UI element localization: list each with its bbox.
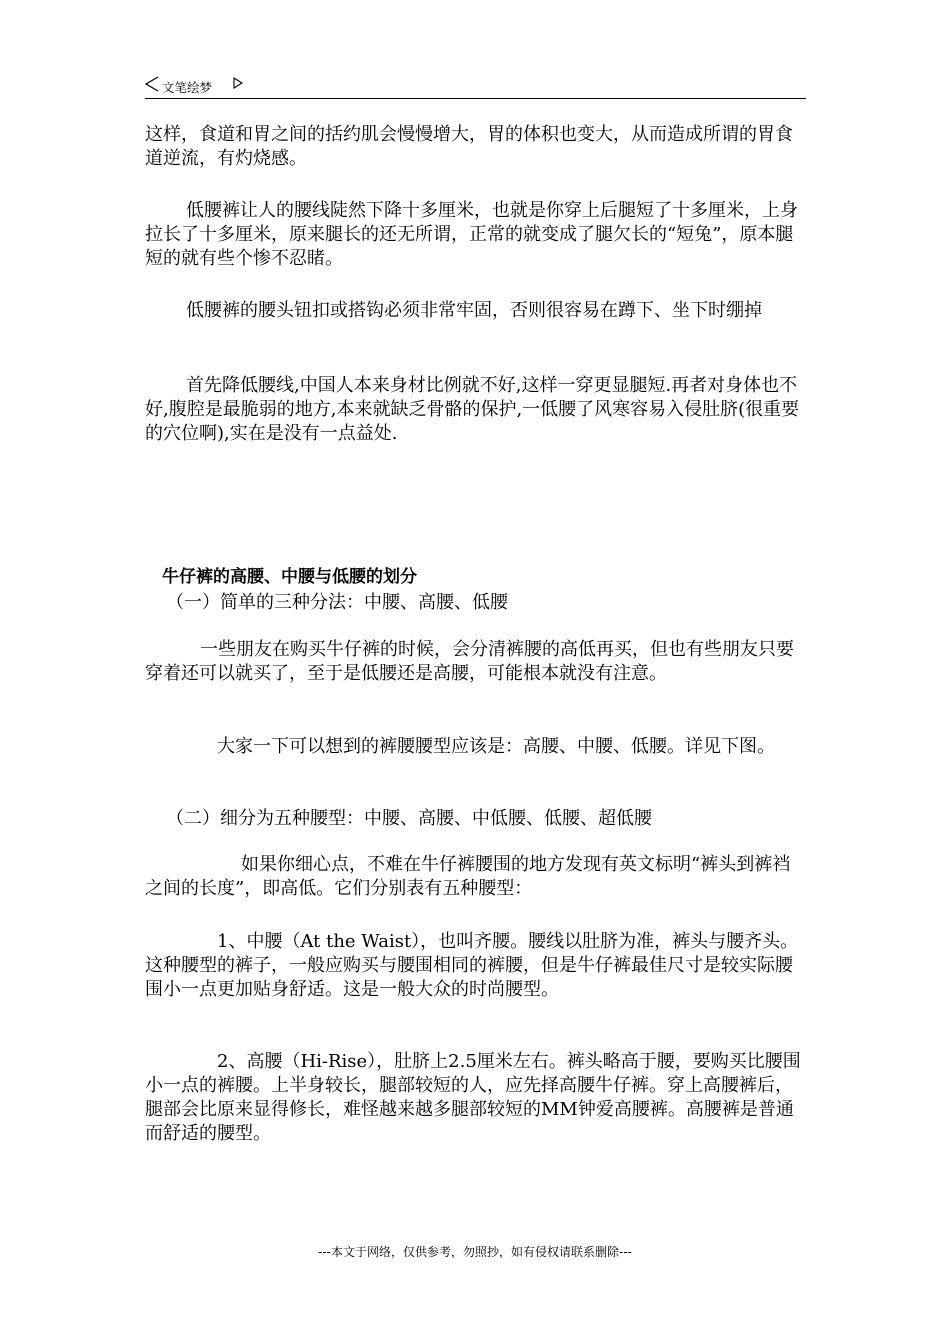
right-triangle-icon: [233, 77, 243, 89]
paragraph-9: 2、高腰（Hi-Rise），肚脐上2.5厘米左右。裤头略高于腰，要购买比腰围小一点的裤腰。上半身较长，腿部较短的人，应先择高腰牛仔裤。穿上高腰裤后，腿部会比原来显得修长，难怪越来越多腿部较短的MM钟爱高腰裤。高腰裤是普通而舒适的腰型。: [145, 1051, 801, 1144]
paragraph-2: 低腰裤让人的腰线陡然下降十多厘米，也就是你穿上后腿短了十多厘米，上身拉长了十多厘米，原来腿长的还无所谓，正常的就变成了腿欠长的“短兔”，原本腿短的就有些个惨不忍睹。: [145, 200, 798, 269]
paragraph-8: 1、中腰（At the Waist），也叫齐腰。腰线以肚脐为准，裤头与腰齐头。这种腰型的裤子，一般应购买与腰围相同的裤腰，但是牛仔裤最佳尺寸是较实际腰围小一点更加贴身舒适。这是一般大众的时尚腰型。: [145, 931, 799, 1000]
header-brand: 文笔绘梦: [162, 80, 213, 95]
paragraph-6: 大家一下可以想到的裤腰腰型应该是：高腰、中腰、低腰。详见下图。: [217, 736, 775, 757]
paragraph-3: 低腰裤的腰头钮扣或搭钩必须非常牢固，否则很容易在蹲下、坐下时绷掉: [186, 300, 762, 321]
section-heading: 牛仔裤的高腰、中腰与低腰的划分: [162, 567, 417, 587]
subheading-1: （一）简单的三种分法：中腰、高腰、低腰: [166, 592, 508, 613]
paragraph-4: 首先降低腰线,中国人本来身材比例就不好,这样一穿更显腿短.再者对身体也不好,腹腔是最脆弱的地方,本来就缺乏骨骼的保护,一低腰了风寒容易入侵肚脐(很重要的穴位啊),实在是没有一点益处.: [145, 375, 800, 444]
subheading-2: （二）细分为五种腰型：中腰、高腰、中低腰、低腰、超低腰: [166, 808, 652, 829]
paragraph-1: 这样，食道和胃之间的括约肌会慢慢增大，胃的体积也变大，从而造成所谓的胃食道逆流，有灼烧感。: [145, 124, 793, 169]
paragraph-7: 如果你细心点，不难在牛仔裤腰围的地方发现有英文标明“裤头到裤裆之间的长度”，即高低。它们分别表有五种腰型：: [145, 854, 791, 899]
left-triangle-icon: [145, 76, 159, 92]
paragraph-5: 一些朋友在购买牛仔裤的时候，会分清裤腰的高低再买，但也有些朋友只要穿着还可以就买了，至于是低腰还是高腰，可能根本就没有注意。: [145, 639, 794, 684]
page-footer: ---本文于网络，仅供参考，勿照抄，如有侵权请联系删除---: [318, 1245, 632, 1259]
page-header: [145, 74, 806, 99]
